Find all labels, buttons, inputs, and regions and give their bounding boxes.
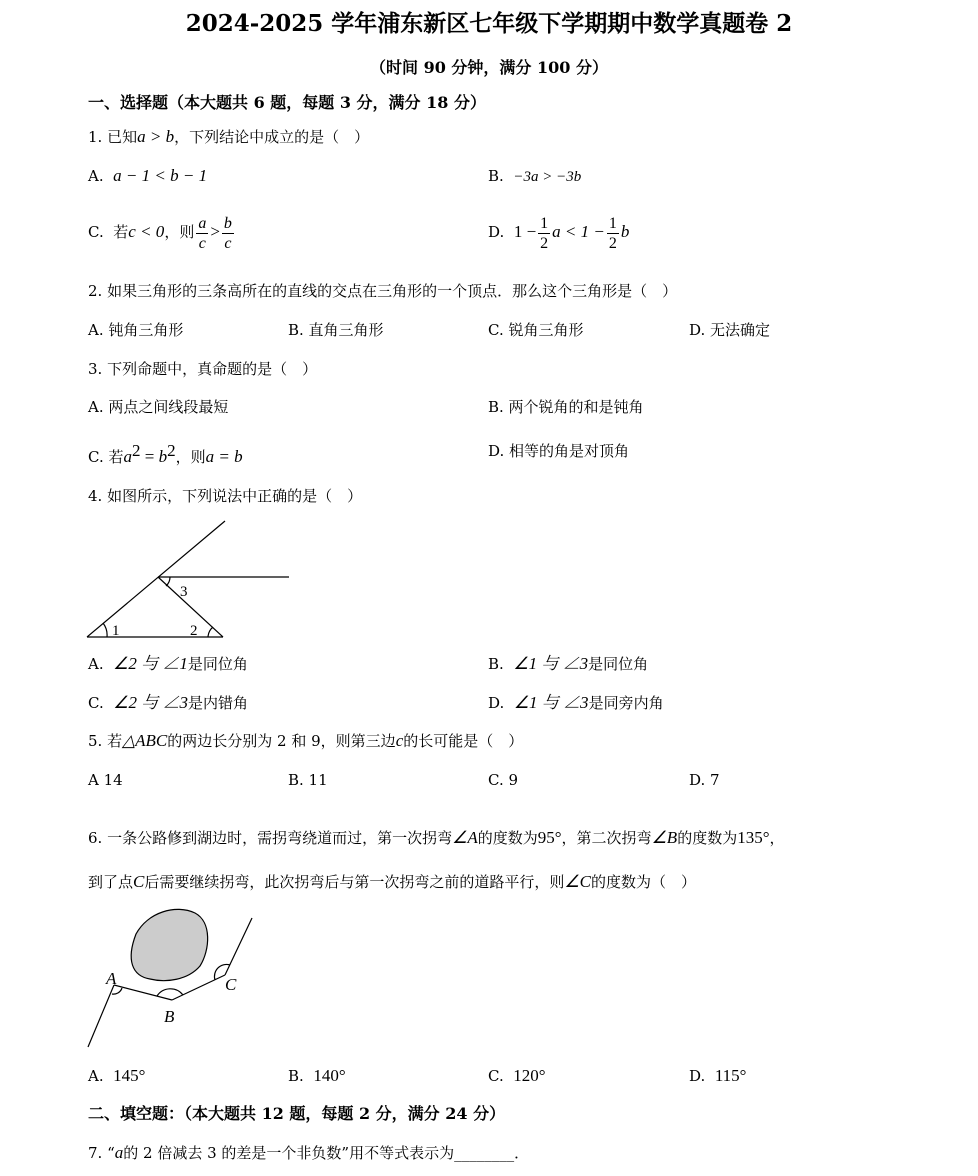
q6-road-1 — [88, 985, 114, 1047]
q6-option-a[interactable]: A. 145° — [88, 1066, 146, 1085]
q3-option-a[interactable]: A. 两点之间线段最短 — [88, 398, 229, 416]
q4-option-a[interactable]: A. ∠2 与 ∠1是同位角 — [88, 654, 248, 673]
q6-road-2 — [114, 985, 172, 1000]
q5-option-a[interactable]: A 14 — [88, 771, 123, 789]
q3-option-b[interactable]: B. 两个锐角的和是钝角 — [488, 398, 644, 416]
q2-option-c[interactable]: C. 锐角三角形 — [488, 321, 584, 339]
page-subtitle: （时间 90 分钟，满分 100 分） — [370, 58, 608, 77]
q7-stem: 7. “a的 2 倍减去 3 的差是一个非负数”用不等式表示为________． — [88, 1143, 530, 1162]
q6-stem-line2: 到了点C后需要继续拐弯，此次拐弯后与第一次拐弯之前的道路平行，则∠C的度数为（ ） — [88, 872, 696, 891]
q6-option-d[interactable]: D. 115° — [689, 1066, 747, 1085]
q5-option-d[interactable]: D. 7 — [689, 771, 720, 789]
q6-angleA-arc — [112, 988, 122, 994]
q6-option-c[interactable]: C. 120° — [488, 1066, 546, 1085]
q4-label-3: 3 — [180, 584, 188, 600]
page-title: 2024-2025 学年浦东新区七年级下学期期中数学真题卷 2 — [185, 10, 793, 37]
q1-stem: 1. 已知a > b，下列结论中成立的是（ ） — [88, 127, 370, 146]
q4-label-2: 2 — [190, 623, 198, 639]
q6-figure — [80, 900, 270, 1055]
q2-option-b[interactable]: B. 直角三角形 — [288, 321, 384, 339]
q1-option-d[interactable]: D. 1 − $\frac{1}{2}$ a < 1 − $\frac{1}{2}$ b — [488, 214, 630, 252]
q4-stem: 4. 如图所示，下列说法中正确的是（ ） — [88, 487, 363, 505]
q2-option-a[interactable]: A. 钝角三角形 — [88, 321, 184, 339]
section-1-heading: 一、选择题（本大题共 6 题，每题 3 分，满分 18 分） — [88, 93, 486, 112]
q2-option-d[interactable]: D. 无法确定 — [689, 321, 771, 339]
q6-road-4 — [225, 918, 252, 975]
q4-label-1: 1 — [112, 623, 120, 639]
q5-option-c[interactable]: C. 9 — [488, 771, 519, 789]
q5-option-b[interactable]: B. 11 — [288, 771, 328, 789]
q6-label-B: B — [164, 1007, 175, 1026]
q4-figure — [80, 515, 300, 645]
q3-option-c[interactable]: C. 若$a^2 = b^2$，则a = b — [88, 441, 243, 466]
q6-angleB-arc — [157, 989, 183, 996]
q6-option-b[interactable]: B. 140° — [288, 1066, 346, 1085]
q4-angle1-arc — [103, 623, 107, 637]
lake-shape — [131, 909, 207, 980]
q6-label-A: A — [106, 969, 117, 988]
q6-stem-line1: 6. 一条公路修到湖边时，需拐弯绕道而过，第一次拐弯∠A的度数为95°，第二次拐弯∠B的度数为135°， — [88, 828, 785, 847]
q4-option-c[interactable]: C. ∠2 与 ∠3是内错角 — [88, 693, 249, 712]
q3-option-d[interactable]: D. 相等的角是对顶角 — [488, 442, 630, 460]
section-2-heading: 二、填空题：（本大题共 12 题，每题 2 分，满分 24 分） — [88, 1104, 506, 1123]
q6-label-C: C — [225, 975, 237, 994]
q4-option-d[interactable]: D. ∠1 与 ∠3是同旁内角 — [488, 693, 664, 712]
q1-option-b[interactable]: B. −3a > −3b — [488, 167, 582, 185]
q5-stem: 5. 若△ABC的两边长分别为 2 和 9，则第三边c的长可能是（ ） — [88, 731, 524, 750]
q2-stem: 2. 如果三角形的三条高所在的直线的交点在三角形的一个顶点．那么这个三角形是（ ） — [88, 282, 678, 300]
q3-stem: 3. 下列命题中，真命题的是（ ） — [88, 360, 318, 378]
q7-answer-blank[interactable]: ________ — [454, 1144, 515, 1162]
q4-angle2-arc — [208, 627, 213, 637]
q1-option-a[interactable]: A. a − 1 < b − 1 — [88, 166, 208, 185]
q4-option-b[interactable]: B. ∠1 与 ∠3是同位角 — [488, 654, 649, 673]
q1-option-c[interactable]: C. 若c < 0，则 $\frac{a}{c}$ > $\frac{b}{c}$ — [88, 214, 232, 252]
q4-angle3-arc — [166, 577, 170, 586]
